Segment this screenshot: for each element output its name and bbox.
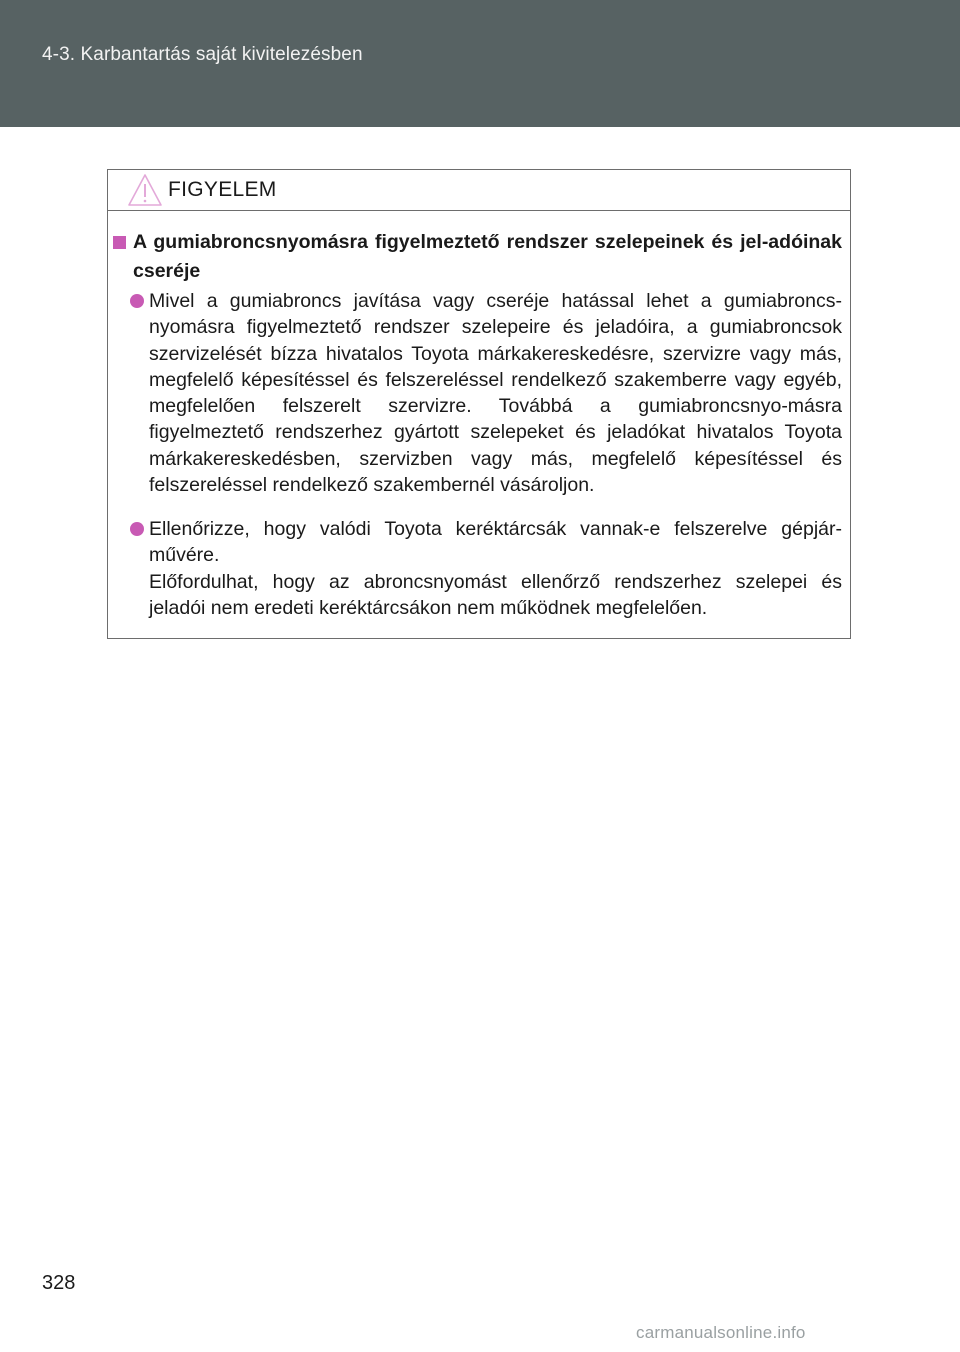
section-heading [113, 228, 842, 286]
circle-bullet-icon [130, 294, 144, 308]
warning-title: FIGYELEM [168, 178, 277, 201]
section-title: 4-3. Karbantartás saját kivitelezésben [42, 44, 363, 65]
warning-box [107, 169, 851, 639]
list-item-text-continued: Előfordulhat, hogy az abroncsnyomást ellenőrző rendszerhez szelepei és jeladói nem eredeti keréktárcsákon nem működnek megfelelően. [149, 570, 842, 619]
header-band [0, 0, 960, 127]
list-item-text: Mivel a gumiabroncs javítása vagy cseréje hatással lehet a gumiabroncs-nyomásra figyelmeztető rendszer szelepeire és jeladóira, a gumiabroncsok szervizelését bízza hivatalos Toyota márkakereskedésre, szervizre vagy más, megfelelő képesítéssel és felszereléssel rendelkező szakemberre vagy egyéb, megfelelően felszerelt szervizre. Továbbá a gumiabroncsnyo-másra figyelmeztető rendszerhez gyártott szelepeket és jeladókat hivatalos Toyota márkakereskedésben, szervizben vagy más, megfelelő képesítéssel és felszereléssel rendelkező szakembernél vásároljon. [149, 290, 842, 497]
warning-header [108, 170, 850, 211]
list-item [130, 516, 842, 621]
section-heading-text: A gumiabroncsnyomásra figyelmeztető rendszer szelepeinek és jel-adóinak cseréje [133, 231, 842, 282]
warning-triangle-icon [127, 173, 163, 207]
square-bullet-icon [113, 236, 126, 249]
list-item-text: Ellenőrizze, hogy valódi Toyota keréktárcsák vannak-e felszerelve gépjár-művére. [149, 518, 842, 567]
circle-bullet-icon [130, 522, 144, 536]
watermark: carmanualsonline.info [636, 1323, 806, 1342]
page-number: 328 [42, 1272, 76, 1294]
list-item [130, 288, 842, 498]
